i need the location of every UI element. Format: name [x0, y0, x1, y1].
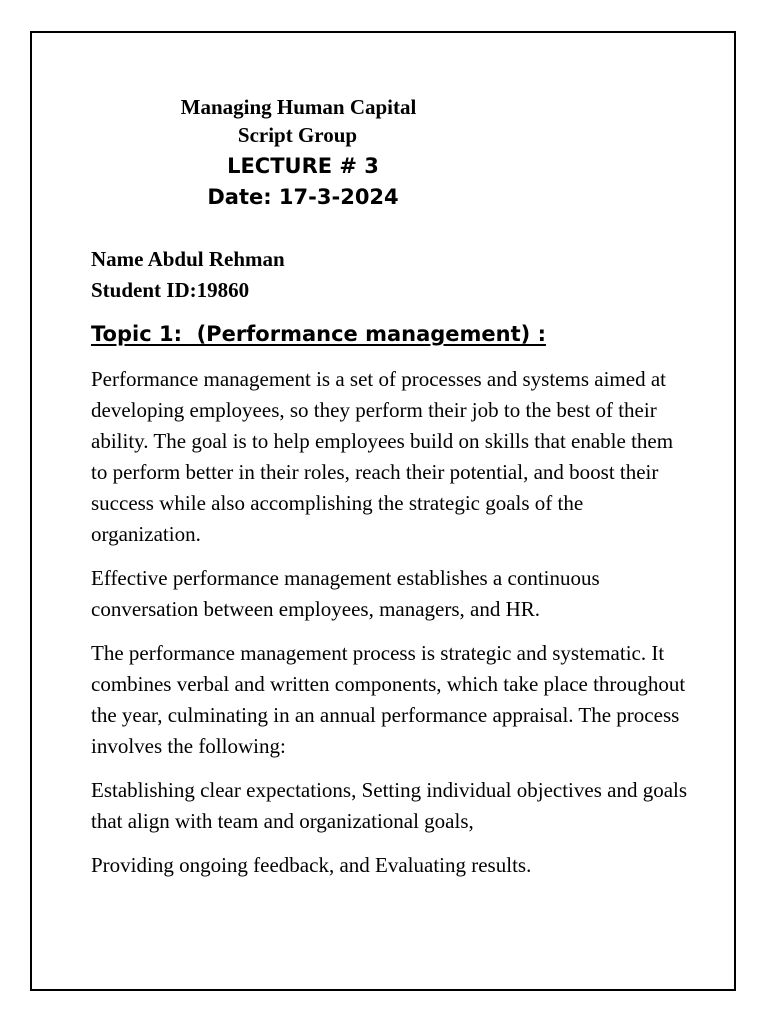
- paragraph: The performance management process is strategic and systematic. It combines verbal and written components, which take place throughout the year, culminating in an annual performance appraisal. The process involves the following:: [91, 641, 686, 758]
- document-header: [23, 93, 583, 213]
- student-info: [91, 244, 691, 306]
- course-title: Managing Human Capital: [180, 95, 417, 119]
- lecture-date: Date: 17-3-2024: [207, 185, 399, 209]
- lecture-number: LECTURE # 3: [227, 154, 379, 178]
- student-id: Student ID:19860: [91, 278, 250, 302]
- topic-heading: Topic 1: (Performance management) :: [91, 322, 546, 346]
- student-name: Name Abdul Rehman: [91, 247, 285, 271]
- document-content: [91, 93, 691, 881]
- paragraph: Performance management is a set of processes and systems aimed at developing employees, so they perform their job to the best of their ability. The goal is to help employees build on skills that enable them to perform better in their roles, reach their potential, and boost their success while also accomplishing the strategic goals of the organization.: [91, 367, 674, 546]
- paragraph: Establishing clear expectations, Setting individual objectives and goals that align with team and organizational goals,: [91, 778, 688, 833]
- script-group-label: Script Group: [237, 123, 358, 147]
- paragraph: Providing ongoing feedback, and Evaluating results.: [91, 853, 532, 877]
- paragraph: Effective performance management establishes a continuous conversation between employees, managers, and HR.: [91, 566, 600, 621]
